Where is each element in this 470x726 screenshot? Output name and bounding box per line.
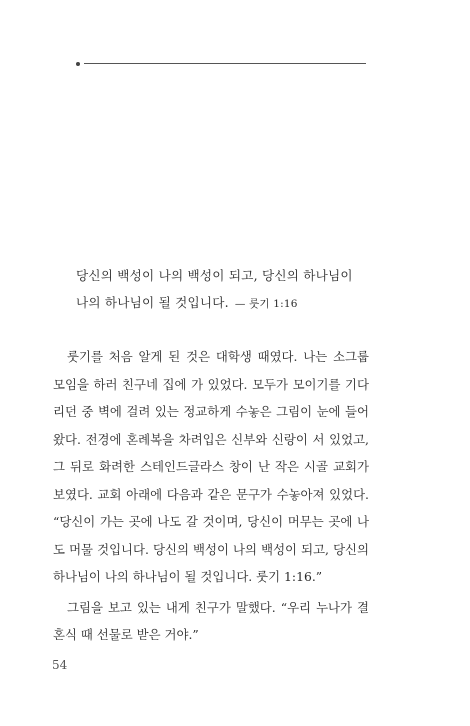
page-number: 54 [52, 658, 68, 672]
bullet-dot [76, 62, 80, 66]
header-rule [76, 63, 366, 64]
epigraph [76, 262, 368, 318]
epigraph-text: 당신의 백성이 나의 백성이 되고, 당신의 하나님이 나의 하나님이 될 것입니다. [76, 268, 353, 310]
body-text [53, 343, 369, 649]
paragraph: 그림을 보고 있는 내게 친구가 말했다. “우리 누나가 결혼식 때 선물로 받은 거야.” [53, 599, 369, 642]
paragraph: 룻기를 처음 알게 된 것은 대학생 때였다. 나는 소그룹 모임을 하러 친구네 집에 가 있었다. 모두가 모이기를 기다리던 중 벽에 걸려 있는 정교하게 수놓은 그림이 눈에 들어왔다. 전경에 혼례복을 차려입은 신부와 신랑이 서 있었고, 그 뒤로 화려한 스테인드글라스 창이 난 작은 시골 교회가 보였다. 교회 아래에 다음과 같은 문구가 수놓아져 있었다. “당신이 가는 곳에 나도 갈 것이며, 당신이 머무는 곳에 나도 머물 것입니다. 당신의 백성이 나의 백성이 되고, 당신의 하나님이 나의 하나님이 될 것입니다. 룻기 1:16.” [53, 349, 369, 584]
divider-line [84, 63, 366, 64]
epigraph-source: — 룻기 1:16 [234, 298, 298, 310]
